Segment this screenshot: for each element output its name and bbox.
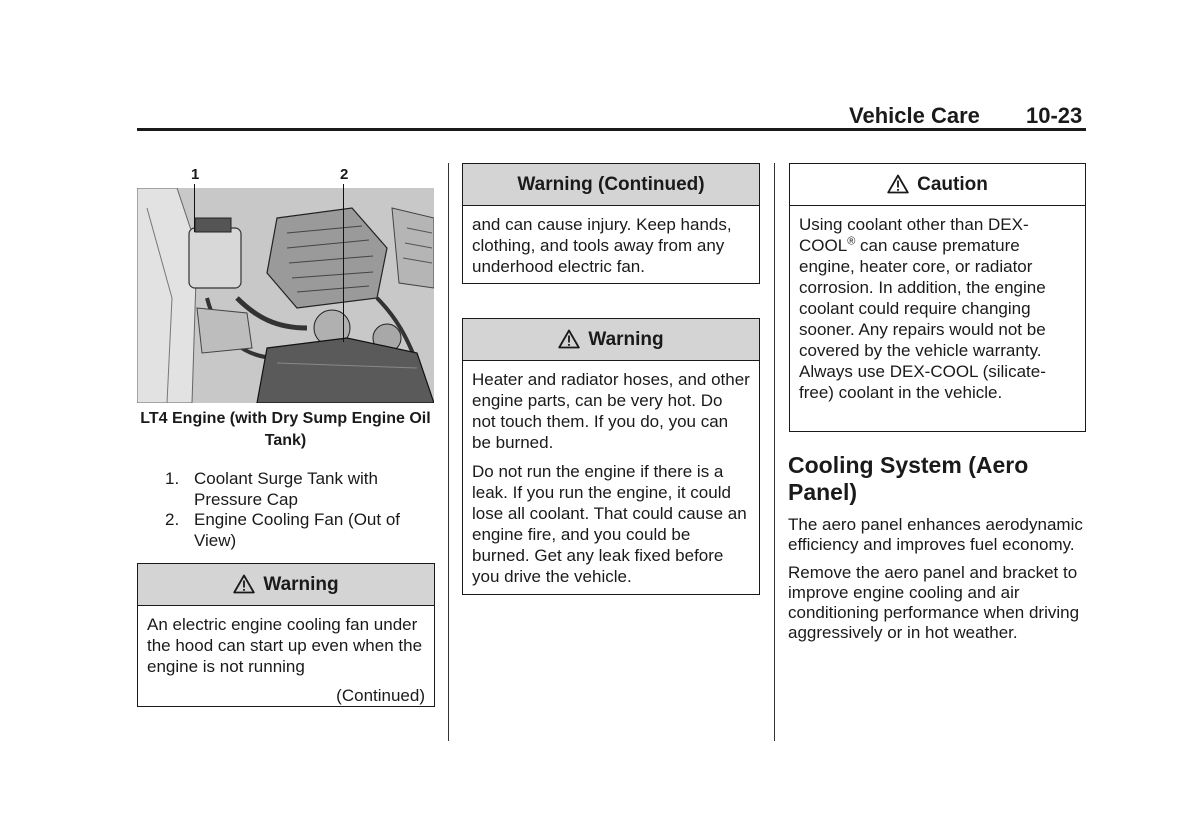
warning-continued-title: Warning (Continued) [517, 173, 705, 195]
column-divider-1 [448, 163, 449, 741]
warning-hoses-title: Warning [588, 328, 664, 350]
warning-hoses-body [463, 361, 759, 593]
caution-header [790, 164, 1085, 206]
legend-number: 1. [165, 469, 180, 488]
section-title: Vehicle Care [849, 103, 980, 128]
caution-text-start: Using coolant other than DEX-COOL [799, 215, 1029, 255]
warning-continued-text: and can cause injury. Keep hands, clothing, and tools away from any underhood electric fan. [472, 215, 732, 276]
caution-box [789, 163, 1086, 432]
warning-fan-text: An electric engine cooling fan under the hood can start up even when the engine is not running [147, 615, 423, 676]
registered-mark: ® [847, 235, 856, 248]
warning-continued-header [463, 164, 759, 206]
warning-triangle-icon [233, 574, 255, 594]
caution-text [799, 214, 1076, 403]
warning-fan-header [138, 564, 434, 606]
warning-triangle-icon [558, 329, 580, 349]
callout-1-label: 1 [191, 166, 200, 183]
callout-2-label: 2 [340, 166, 349, 183]
continued-label: (Continued) [336, 686, 425, 705]
caution-title: Caution [917, 173, 988, 195]
column-divider-2 [774, 163, 775, 741]
legend-item [165, 469, 409, 510]
legend-item [165, 510, 409, 551]
callout-1-leader [194, 184, 195, 232]
figure-caption: LT4 Engine (with Dry Sump Engine Oil Tank) [140, 410, 431, 449]
warning-hoses-para-2: Do not run the engine if there is a leak. If you run the engine, it could lose all coolant. That could cause an engine fire, and you could be burned. Get any leak fixed before you drive the vehicle. [472, 462, 747, 586]
caution-triangle-icon [887, 174, 909, 194]
warning-fan-title: Warning [263, 573, 339, 595]
header-rule [137, 128, 1086, 131]
legend-text: Engine Cooling Fan (Out of View) [194, 510, 401, 550]
warning-continued-body [463, 206, 759, 283]
warning-fan-box [137, 563, 435, 707]
warning-fan-body [138, 606, 434, 712]
cooling-para-1: The aero panel enhances aerodynamic efficiency and improves fuel economy. [788, 515, 1083, 554]
callout-2-leader [343, 184, 344, 342]
cooling-system-body [788, 515, 1088, 651]
page-number: 10-23 [1026, 103, 1083, 128]
legend-text: Coolant Surge Tank with Pressure Cap [194, 469, 378, 509]
warning-hoses-box [462, 318, 760, 595]
figure-legend [165, 469, 409, 551]
engine-illustration [137, 188, 434, 403]
engine-drawing [137, 188, 434, 403]
cooling-para-2: Remove the aero panel and bracket to improve engine cooling and air conditioning performance when driving aggressively or in hot weather. [788, 563, 1080, 642]
caution-text-end: can cause premature engine, heater core, or radiator corrosion. In addition, the engine coolant could require changing sooner. Any repairs would not be covered by the vehicle warranty. Always use DEX-COOL (silicate-free) coolant in the vehicle. [799, 236, 1046, 402]
warning-hoses-header [463, 319, 759, 361]
legend-number: 2. [165, 510, 180, 529]
warning-hoses-para-1: Heater and radiator hoses, and other engine parts, can be very hot. Do not touch them. If you do, you can be burned. [472, 370, 750, 452]
caution-body [790, 206, 1085, 409]
cooling-system-heading: Cooling System (Aero Panel) [788, 452, 1029, 505]
warning-continued-box [462, 163, 760, 284]
